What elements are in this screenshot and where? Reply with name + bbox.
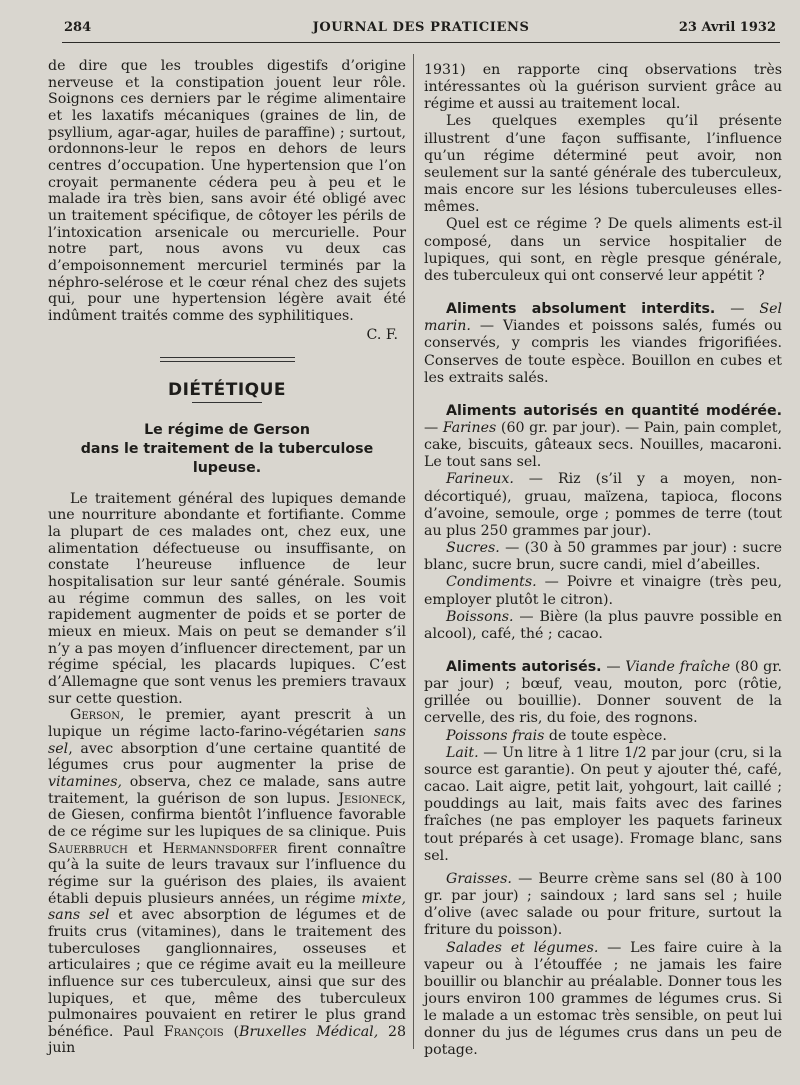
- page-header: [62, 18, 780, 43]
- page-number: 284: [64, 20, 92, 35]
- section-title-rule: [192, 402, 262, 403]
- continued-paragraph: 1931) en rapporte cinq observations très intéressantes où la guérison survient grâce au régime et aussi au traitement local.: [424, 62, 782, 113]
- examples-paragraph: Les quelques exemples qu’il présente illustrent d’une façon suffisante, l’influence qu’un régime déterminé peut avoir, non seulement sur la santé générale des tuberculeux, mais encore sur les lésions tuberculeuses elles-mêmes.: [424, 113, 782, 216]
- forbidden-foods: Aliments absolument interdits. — Sel marin. — Viandes et poissons salés, fumés ou conservés, y compris les viandes frigorifiées. Conserves de toute espèce. Bouillon en cubes et les extraits salés.: [424, 301, 782, 386]
- left-column: [48, 58, 406, 1057]
- moderate-foods-heading: Aliments autorisés en quantité modérée. — Farines (60 gr. par jour). — Pain, pain complet, cake, biscuits, gâteaux secs. Nouilles, macaroni. Le tout sans sel.: [424, 402, 782, 471]
- condiments-entry: Condiments. — Poivre et vinaigre (très peu, employer plutôt le citron).: [424, 574, 782, 608]
- journal-title: JOURNAL DES PRATICIENS: [312, 20, 530, 35]
- issue-date: 23 Avril 1932: [678, 20, 776, 35]
- poissons-entry: Poissons frais de toute espèce.: [446, 727, 667, 744]
- section-separator: [160, 357, 295, 362]
- boissons-entry: Boissons. — Bière (la plus pauvre possible en alcool), café, thé ; cacao.: [424, 608, 782, 642]
- right-column: [424, 62, 782, 1060]
- author-signature: C. F.: [366, 326, 398, 343]
- question-paragraph: Quel est ce régime ? De quels aliments est-il composé, dans un service hospitalier de lupiques, qui sont, en règle presque générale, des tuberculeux qui ont conservé leur appétit ?: [424, 216, 782, 284]
- graisses-entry: Graisses. — Beurre crème sans sel (80 à 100 gr. par jour) ; saindoux ; lard sans sel ; huile d’olive (avec salade ou pour friture, surtout la friture du poisson).: [424, 870, 782, 939]
- sucres-entry: Sucres. — (30 à 50 grammes par jour) : sucre blanc, sucre brun, sucre candi, miel d’abeilles.: [424, 540, 782, 574]
- section-title: DIÉTÉTIQUE: [167, 380, 287, 401]
- lait-entry: Lait. — Un litre à 1 litre 1/2 par jour (cru, si la source est garantie). On peut y ajouter thé, café, cacao. Lait aigre, petit lait, yohgourt, lait caillé ; pouddings au lait, mais faits avec des farines fraîches (ne pas employer les paquets farineux tout préparés à cet usage). Fromage blanc, sans sel.: [424, 744, 782, 864]
- salades-entry: Salades et légumes. — Les faire cuire à la vapeur ou à l’étouffée ; ne jamais les faire bouillir ou blanchir au préalable. Donner tous les jours environ 100 grammes de légumes crus. Si le malade a un estomac très sensible, on peut lui donner du jus de légumes crus dans un peu de potage.: [424, 939, 782, 1059]
- allowed-foods-heading: Aliments autorisés. — Viande fraîche (80 gr. par jour) ; bœuf, veau, mouton, porc (rôtie, grillée ou bouillie). Donner souvent de la cervelle, des ris, du foie, des rognons.: [424, 659, 782, 727]
- article-subtitle: dans le traitement de la tuberculose lupeuse.: [80, 440, 374, 476]
- intro-paragraph: de dire que les troubles digestifs d’origine nerveuse et la constipation jouent leur rôle. Soignons ces derniers par le régime alimentaire et les laxatifs mécaniques (graines de lin, de psyllium, agar-agar, huiles de paraffine) ; surtout, ordonnons-leur le repos en dehors de leurs centres d’occupation. Une hypertension que l’on croyait permanente cédera peu à peu et le malade ira très bien, sans avoir été obligé avec un traitement spécifique, de côtoyer les périls de l’intoxication arsenicale ou mercurielle. Pour notre part, nous avons vu deux cas d’empoisonnement mercuriel terminés par la néphro-selérose et le cœur rénal chez des sujets qui, pour une hypertension légère avait été indûment traités comme des syphilitiques.: [48, 58, 406, 324]
- farineux-entry: Farineux. — Riz (s’il y a moyen, non-décortiqué), gruau, maïzena, tapioca, flocons d’avoine, semoule, orge ; pommes de terre (tout au plus 250 grammes par jour).: [424, 471, 782, 539]
- article-title: Le régime de Gerson: [144, 421, 310, 438]
- article-paragraph-1: Le traitement général des lupiques demande une nourriture abondante et fortifiante. Comme la plupart de ces malades ont, chez eux, une alimentation défectueuse ou insuffisante, on constate l’heureuse influence de leur hospitalisation sur leur santé générale. Soumis au régime commun des salles, on les voit rapidement augmenter de poids et se porter de mieux en mieux. Mais on peut se demander s’il n’y a pas moyen d’influencer directement, par un régime spécial, les placards lupiques. C’est d’Allemagne que sont venus les premiers travaux sur cette question.: [48, 490, 406, 707]
- column-divider: [413, 54, 414, 1049]
- article-paragraph-2: Gerson, le premier, ayant prescrit à un lupique un régime lacto-farino-végétarien sans sel, avec absorption d’une certaine quantité de légumes crus pour augmenter la prise de vitamines, observa, chez ce malade, sans autre traitement, la guérison de son lupus. Jesioneck, de Giesen, confirma bientôt l’influence favorable de ce régime sur les lupiques de sa clinique. Puis Sauerbruch et Hermannsdorfer firent connaître qu’à la suite de leurs travaux sur l’influence du régime sur la guérison des plaies, ils avaient établi depuis plusieurs années, un régime mixte, sans sel et avec absorption de légumes et de fruits crus (vitamines), dans le traitement des tuberculoses ganglionnaires, osseuses et articulaires ; que ce régime avait eu la meilleure influence sur ces tuberculeux, ainsi que sur des lupiques, et que, même des tuberculeux pulmonaires pouvaient en retirer le plus grand bénéfice. Paul François (Bruxelles Médical, 28 juin: [48, 707, 406, 1057]
